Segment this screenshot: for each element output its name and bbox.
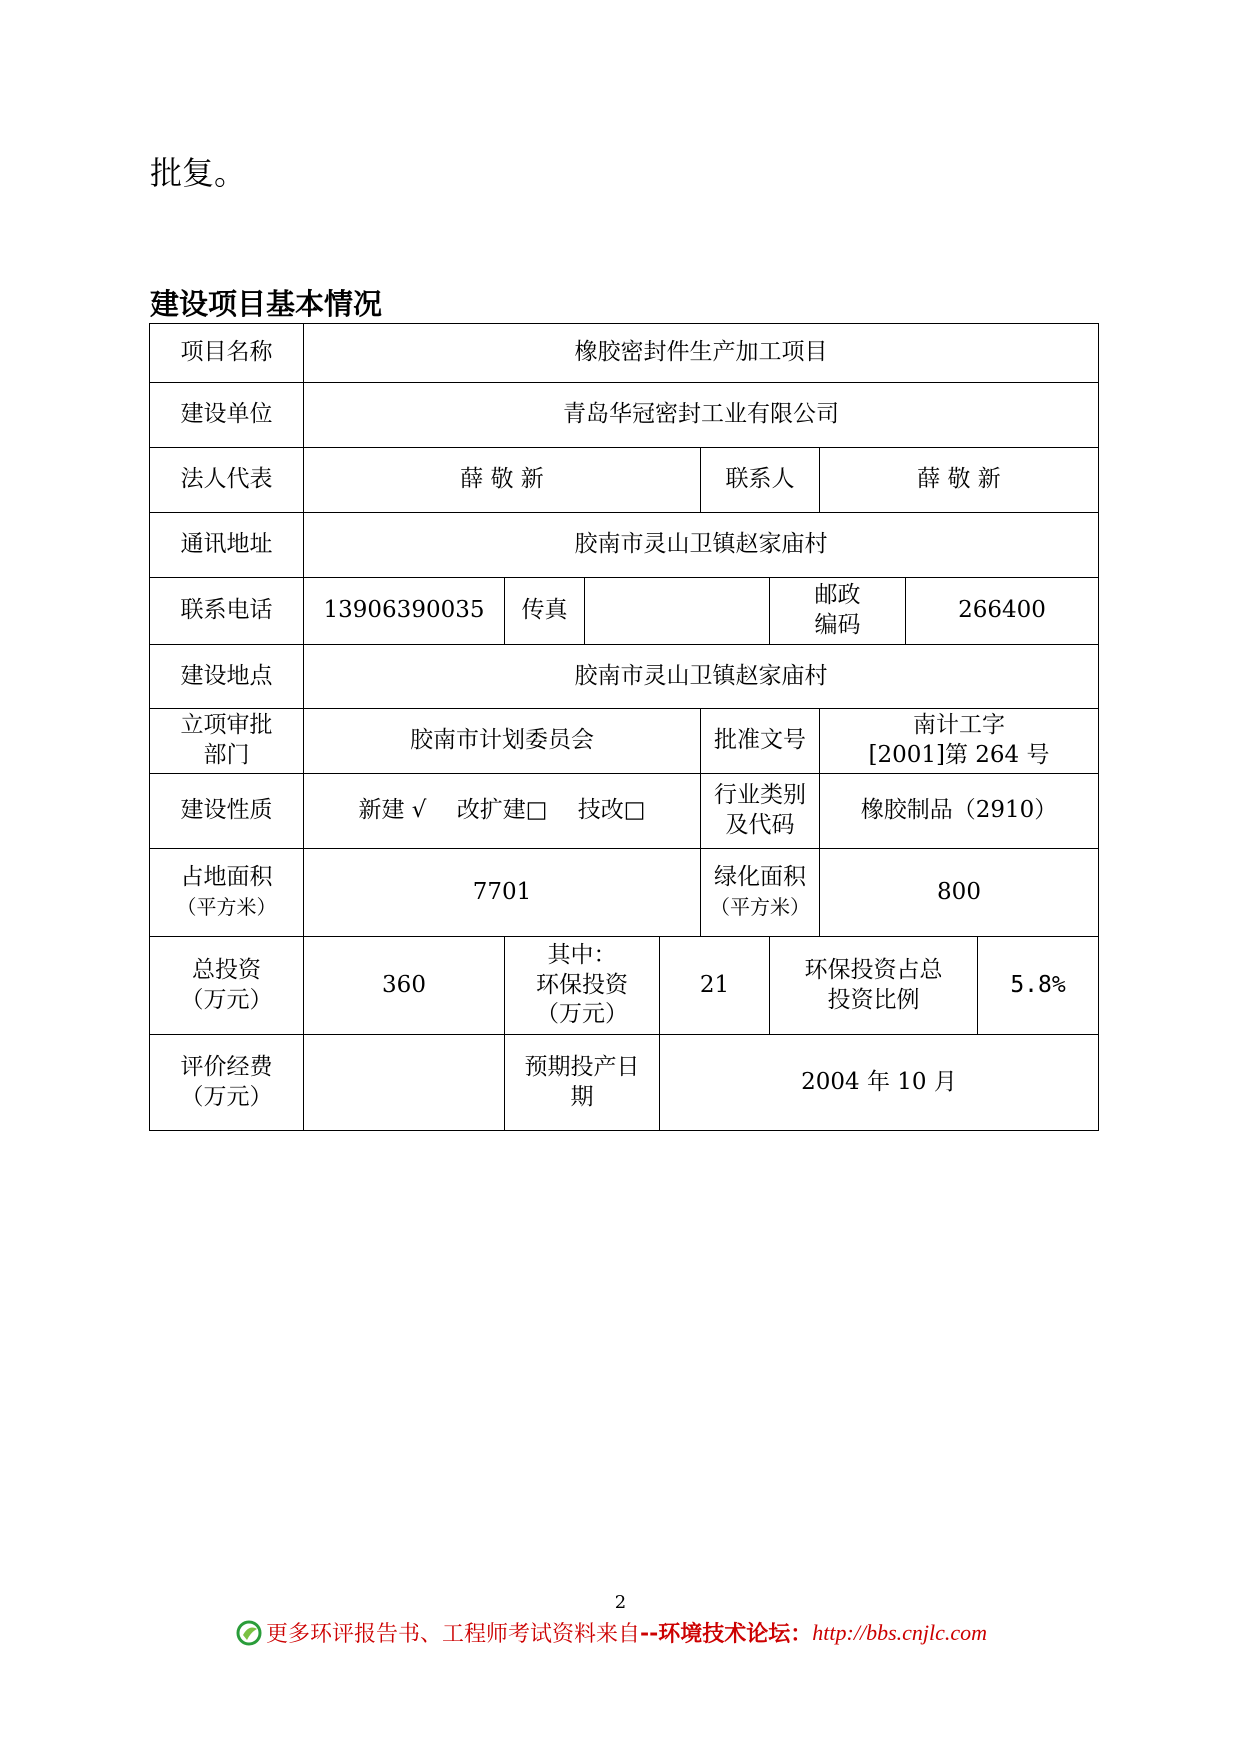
fax-value [585,578,770,645]
section-title: 建设项目基本情况 [150,287,383,321]
industry-value: 橡胶制品（2910） [820,774,1099,849]
ratio-label-line2: 投资比例 [827,986,920,1013]
env-invest-value: 21 [660,937,770,1035]
total-invest-label-line1: 总投资 [192,956,261,983]
address-value: 胶南市灵山卫镇赵家庙村 [304,513,1099,578]
postcode-label-line2: 编码 [814,612,861,638]
start-date-label [505,1035,660,1131]
approval-dept-label-line2: 部门 [203,742,250,768]
eval-fee-label [150,1035,304,1131]
postcode-value: 266400 [906,578,1099,645]
site-value: 胶南市灵山卫镇赵家庙村 [304,645,1099,709]
start-date-value: 2004 年 10 月 [660,1035,1099,1131]
env-invest-label-line2: 环保投资 [536,971,628,998]
env-invest-label-line1: 其中： [547,941,617,968]
land-area-label [150,849,304,937]
intro-text: 批复。 [150,154,247,192]
legal-rep-value: 薛 敬 新 [304,448,701,513]
approval-dept-label [150,709,304,774]
land-area-unit: （平方米） [176,894,277,919]
footer-dashes: -- [640,1619,659,1646]
page-number: 2 [614,1592,627,1613]
industry-label [701,774,820,849]
project-name-value: 橡胶密封件生产加工项目 [304,324,1099,383]
ratio-label [770,937,978,1035]
green-area-unit: （平方米） [710,894,810,919]
env-invest-unit: （万元） [536,1001,628,1028]
builder-value: 青岛华冠密封工业有限公司 [304,383,1099,448]
start-date-label-line1: 预期投产日 [524,1053,640,1080]
eval-fee-unit: （万元） [180,1083,273,1110]
land-area-label-line1: 占地面积 [180,863,273,890]
nature-value: 新建 √ 改扩建□ 技改□ [304,774,701,849]
land-area-value: 7701 [304,849,701,937]
start-date-label-line2: 期 [570,1083,594,1110]
total-invest-value: 360 [304,937,505,1035]
approval-no-line2: [2001]第 264 号 [868,742,1050,768]
green-area-label [701,849,820,937]
ratio-value: 5.8% [978,937,1099,1035]
builder-label: 建设单位 [150,383,304,448]
env-invest-label [505,937,660,1035]
approval-no-line1: 南计工字 [913,712,1005,739]
approval-no-value [820,709,1099,774]
fax-label: 传真 [505,578,585,645]
eval-fee-label-line1: 评价经费 [180,1053,273,1080]
industry-label-line2: 及代码 [725,812,795,838]
contact-value: 薛 敬 新 [820,448,1099,513]
leaf-logo-icon [236,1620,262,1646]
legal-rep-label: 法人代表 [150,448,304,513]
address-label: 通讯地址 [150,513,304,578]
industry-label-line1: 行业类别 [714,782,806,809]
total-invest-unit: （万元） [180,986,273,1013]
project-info-table [149,323,1099,1131]
eval-fee-value [304,1035,505,1131]
postcode-label [770,578,906,645]
green-area-label-line1: 绿化面积 [714,863,806,890]
phone-label: 联系电话 [150,578,304,645]
footer-forum: 环境技术论坛： [658,1621,813,1647]
footer-text: 更多环评报告书、工程师考试资料来自 [266,1622,641,1647]
project-name-label: 项目名称 [150,324,304,383]
nature-label: 建设性质 [150,774,304,849]
approval-dept-label-line1: 立项审批 [180,712,273,739]
footer-link[interactable]: http://bbs.cnjlc.com [812,1619,988,1645]
footer-banner [236,1617,987,1648]
total-invest-label [150,937,304,1035]
phone-value: 13906390035 [304,578,505,645]
contact-label: 联系人 [701,448,820,513]
approval-dept-value: 胶南市计划委员会 [304,709,701,774]
site-label: 建设地点 [150,645,304,709]
ratio-label-line1: 环保投资占总 [804,956,943,983]
postcode-label-line1: 邮政 [814,582,861,609]
green-area-value: 800 [820,849,1099,937]
approval-no-label: 批准文号 [701,709,820,774]
